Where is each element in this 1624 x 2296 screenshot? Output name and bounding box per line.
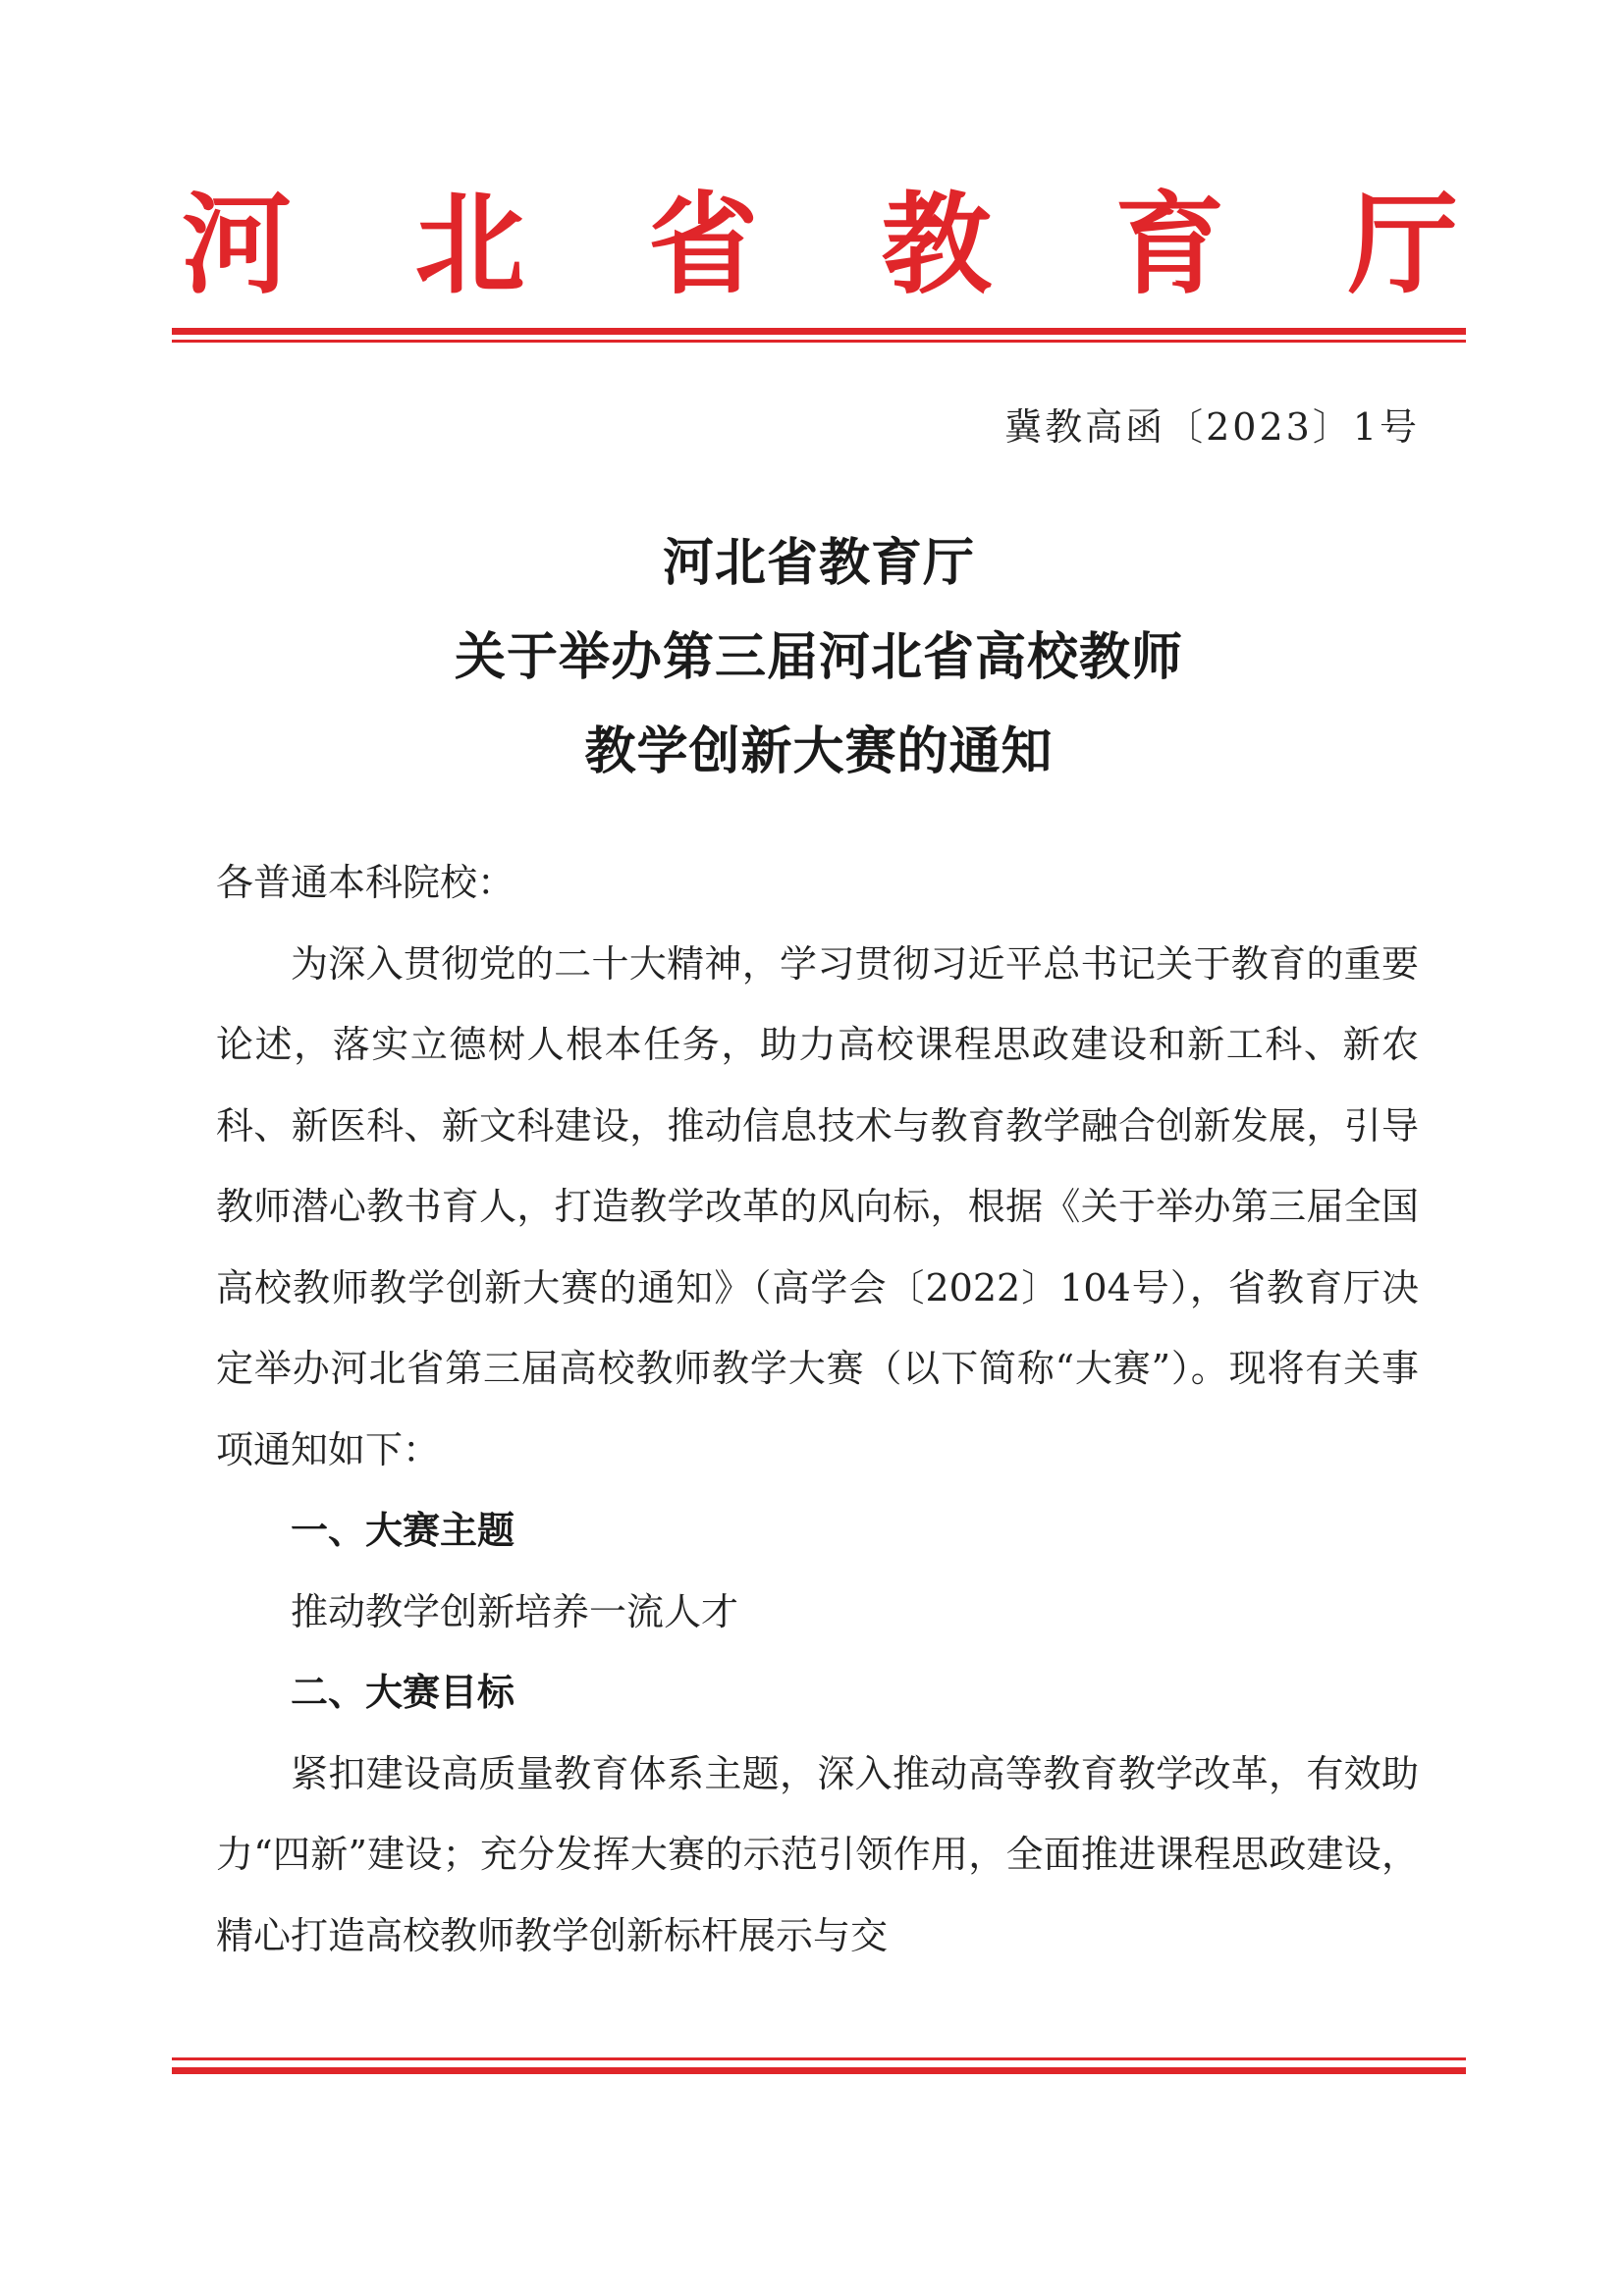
section-2-text: 紧扣建设高质量教育体系主题，深入推动高等教育教学改革，有效助力“四新”建设；充分发挥大赛的示范引领作用，全面推进课程思政建设，精心打造高校教师教学创新标杆展示与交 <box>216 1751 1419 1957</box>
masthead-char: 省 <box>648 181 759 309</box>
masthead-rule-thin <box>172 340 1466 343</box>
footer-rule-thin <box>172 2057 1466 2060</box>
document-title <box>172 516 1466 799</box>
title-line-1: 河北省教育厅 <box>662 534 975 593</box>
masthead-char: 厅 <box>1347 181 1458 309</box>
title-line-2: 关于举办第三届河北省高校教师 <box>454 628 1183 687</box>
masthead-char: 教 <box>881 181 992 309</box>
intro-paragraph: 为深入贯彻党的二十大精神，学习贯彻习近平总书记关于教育的重要论述，落实立德树人根本任务，助力高校课程思政建设和新工科、新农科、新医科、新文科建设，推动信息技术与教育教学融合创新发展，引导教师潜心教书育人，打造教学改革的风向标，根据《关于举办第三届全国高校教师教学创新大赛的通知》（高学会〔2022〕104号），省教育厅决定举办河北省第三届高校教师教学大赛（以下简称“大赛”）。现将有关事项通知如下： <box>216 941 1419 1471</box>
masthead-char: 北 <box>414 181 525 309</box>
masthead-char: 河 <box>182 181 292 309</box>
section-2-heading: 二、大赛目标 <box>291 1671 515 1714</box>
document-body <box>216 842 1419 1976</box>
document-number: 冀教高函〔2023〕1号 <box>1004 405 1420 449</box>
footer-rule-thick <box>172 2067 1466 2074</box>
masthead-char: 育 <box>1114 181 1225 309</box>
masthead-rule-thick <box>172 328 1466 335</box>
section-1-heading: 一、大赛主题 <box>291 1509 515 1552</box>
masthead <box>172 172 1468 319</box>
section-1-text: 推动教学创新培养一流人才 <box>291 1589 739 1633</box>
title-line-3: 教学创新大赛的通知 <box>584 722 1054 781</box>
salutation: 各普通本科院校： <box>216 861 515 904</box>
